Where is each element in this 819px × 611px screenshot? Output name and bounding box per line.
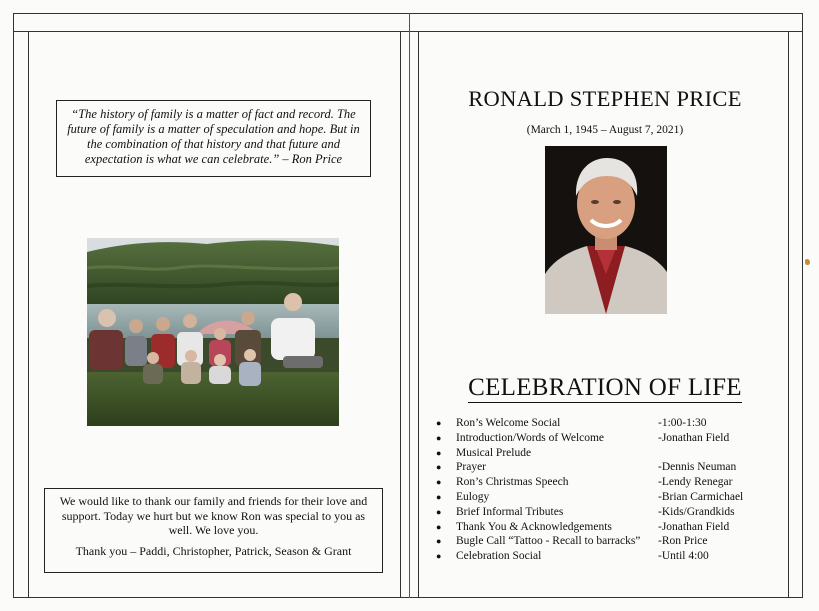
program-item-title: Musical Prelude <box>456 446 532 459</box>
top-border-line <box>13 13 802 14</box>
program-item-title: Bugle Call “Tattoo - Recall to barracks” <box>456 535 641 548</box>
bullet-icon: ● <box>436 462 442 473</box>
program-item-detail: -Jonathan Field <box>658 520 730 533</box>
top-inner-line <box>13 31 802 32</box>
program-item-detail: -Jonathan Field <box>658 431 730 444</box>
bullet-icon: ● <box>436 506 442 517</box>
program-item-detail: -Dennis Neuman <box>658 461 737 474</box>
quote-text: “The history of family is a matter of fact and record. The future of family is a matter of speculation and hope. But in the combination of that history and that future and expectation is what we can celebrate.” – Ron Price <box>67 107 360 166</box>
program-item-title: Ron’s Christmas Speech <box>456 476 569 489</box>
right-border-line <box>802 13 803 598</box>
program-item-detail: -Lendy Renegar <box>658 476 733 489</box>
program-item <box>436 520 776 535</box>
thanks-message: We would like to thank our family and friends for their love and support. Today we hurt but we know Ron was special to you as well. We love you. <box>59 494 368 537</box>
program-item-title: Thank You & Acknowledgements <box>456 520 612 533</box>
quote-box <box>56 100 371 177</box>
program-item <box>436 534 776 549</box>
program-item <box>436 549 776 564</box>
thanks-signature: Thank you – Paddi, Christopher, Patrick, Season & Grant <box>75 543 352 558</box>
bullet-icon: ● <box>436 521 442 532</box>
program-item-detail: -Brian Carmichael <box>658 490 744 503</box>
program-item <box>436 475 776 490</box>
thanks-box <box>44 488 383 573</box>
left-inner-line <box>28 31 29 598</box>
fold-line-center <box>409 13 410 598</box>
fold-line-right <box>418 31 419 598</box>
program-item <box>436 460 776 475</box>
program-item-title: Ron’s Welcome Social <box>456 417 561 429</box>
program-item-title: Eulogy <box>456 490 490 503</box>
program-item-detail: -Until 4:00 <box>658 550 709 563</box>
paper-speck <box>805 259 810 265</box>
program-item <box>436 446 776 461</box>
fold-line-left <box>400 31 401 598</box>
program-item-title: Introduction/Words of Welcome <box>456 431 605 444</box>
celebration-heading <box>420 374 790 402</box>
bullet-icon: ● <box>436 491 442 502</box>
right-inner-line <box>788 31 789 598</box>
left-border-line <box>13 13 14 598</box>
program-item-title: Prayer <box>456 461 487 474</box>
portrait-photo <box>545 146 667 314</box>
program-item-detail: -Ron Price <box>658 535 708 548</box>
bullet-icon: ● <box>436 536 442 547</box>
program-item <box>436 490 776 505</box>
program-item-title: Brief Informal Tributes <box>456 505 564 518</box>
celebration-heading-text: CELEBRATION OF LIFE <box>468 374 742 401</box>
program-item <box>436 416 776 431</box>
bullet-icon: ● <box>436 447 442 458</box>
portrait-illustration <box>545 146 667 314</box>
family-photo <box>87 238 339 426</box>
bullet-icon: ● <box>436 432 442 443</box>
program-item <box>436 505 776 520</box>
program-item <box>436 431 776 446</box>
program-item-detail: -1:00-1:30 <box>658 417 707 429</box>
bullet-icon: ● <box>436 418 442 428</box>
deceased-name: RONALD STEPHEN PRICE <box>468 86 742 111</box>
program-item-detail: -Kids/Grandkids <box>658 505 735 518</box>
family-photo-illustration <box>87 238 339 426</box>
program-item-title: Celebration Social <box>456 550 542 563</box>
bullet-icon: ● <box>436 551 442 562</box>
bullet-icon: ● <box>436 477 442 488</box>
bottom-border-line <box>13 597 802 598</box>
program-list <box>436 416 776 564</box>
life-dates: (March 1, 1945 – August 7, 2021) <box>526 124 684 136</box>
